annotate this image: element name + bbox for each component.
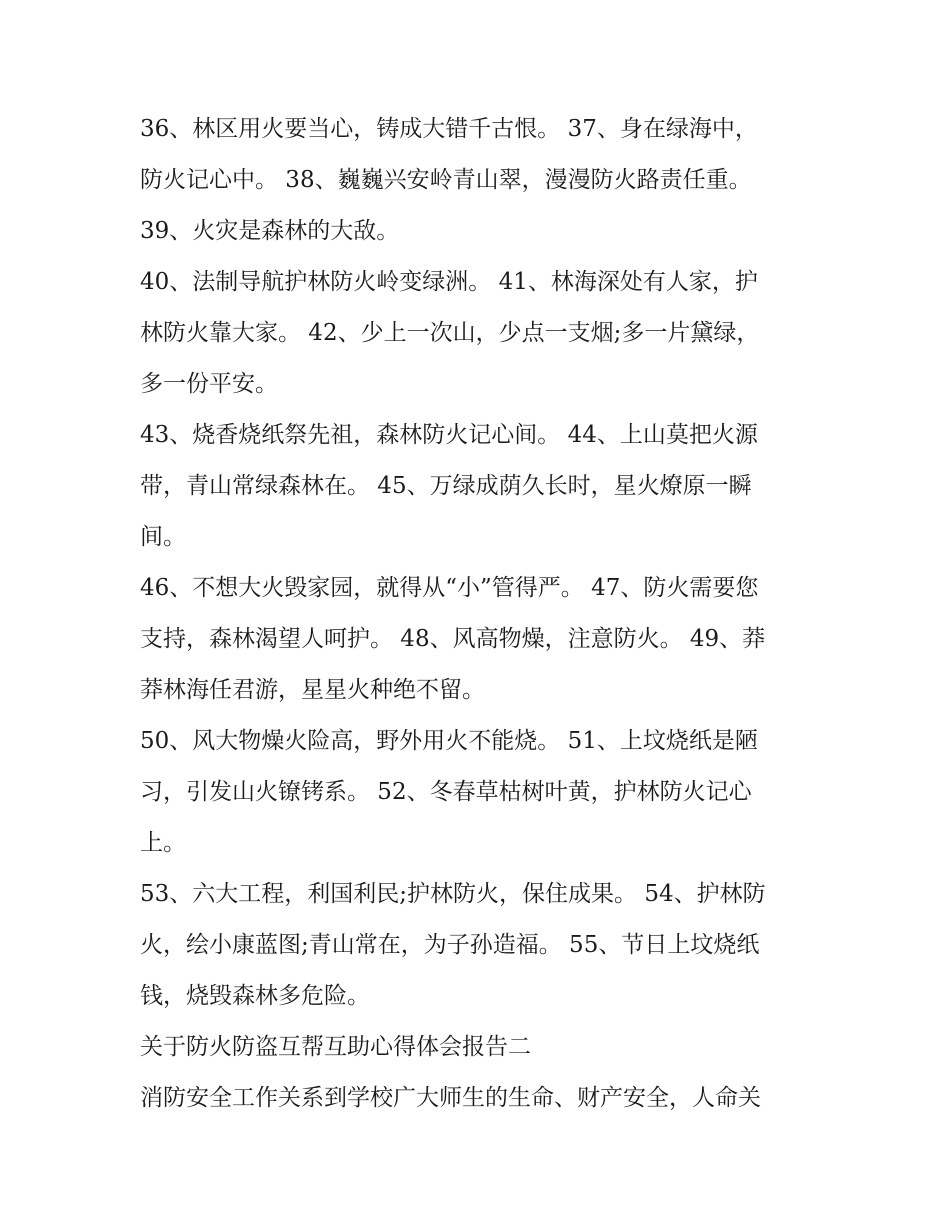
text-line-12: 莽林海任君游，星星火种绝不留。 — [140, 677, 485, 703]
text-line-9: 间。 — [140, 524, 186, 550]
text-line-3: 39、火灾是森林的大敌。 — [140, 218, 400, 244]
text-line-4: 40、法制导航护林防火岭变绿洲。 41、林海深处有人家，护 — [140, 269, 758, 295]
text-line-11: 支持，森林渴望人呵护。 48、风高物燥，注意防火。 49、莽 — [140, 626, 766, 652]
document-body — [140, 104, 820, 1124]
text-line-13: 50、风大物燥火险高，野外用火不能烧。 51、上坟烧纸是陋 — [140, 728, 758, 754]
text-line-1: 36、林区用火要当心，铸成大错千古恨。 37、身在绿海中， — [140, 116, 758, 142]
text-line-17: 火，绘小康蓝图;青山常在，为子孙造福。 55、节日上坟烧纸 — [140, 932, 760, 958]
text-line-7: 43、烧香烧纸祭先祖，森林防火记心间。 44、上山莫把火源 — [140, 422, 758, 448]
text-line-14: 习，引发山火镣铐系。 52、冬春草枯树叶黄，护林防火记心 — [140, 779, 752, 805]
text-line-15: 上。 — [140, 830, 186, 856]
text-line-2: 防火记心中。 38、巍巍兴安岭青山翠，漫漫防火路责任重。 — [140, 167, 752, 193]
text-line-18: 钱，烧毁森林多危险。 — [140, 983, 370, 1009]
text-line-5: 林防火靠大家。 42、少上一次山，少点一支烟;多一片黛绿， — [140, 320, 760, 346]
text-line-16: 53、六大工程，利国利民;护林防火，保住成果。 54、护林防 — [140, 881, 766, 907]
text-line-6: 多一份平安。 — [140, 371, 278, 397]
text-line-20: 消防安全工作关系到学校广大师生的生命、财产安全，人命关 — [140, 1085, 761, 1111]
text-line-10: 46、不想大火毁家园，就得从“小”管得严。 47、防火需要您 — [140, 575, 759, 601]
text-line-8: 带，青山常绿森林在。 45、万绿成荫久长时，星火燎原一瞬 — [140, 473, 752, 499]
section-heading: 关于防火防盗互帮互助心得体会报告二 — [140, 1034, 531, 1060]
